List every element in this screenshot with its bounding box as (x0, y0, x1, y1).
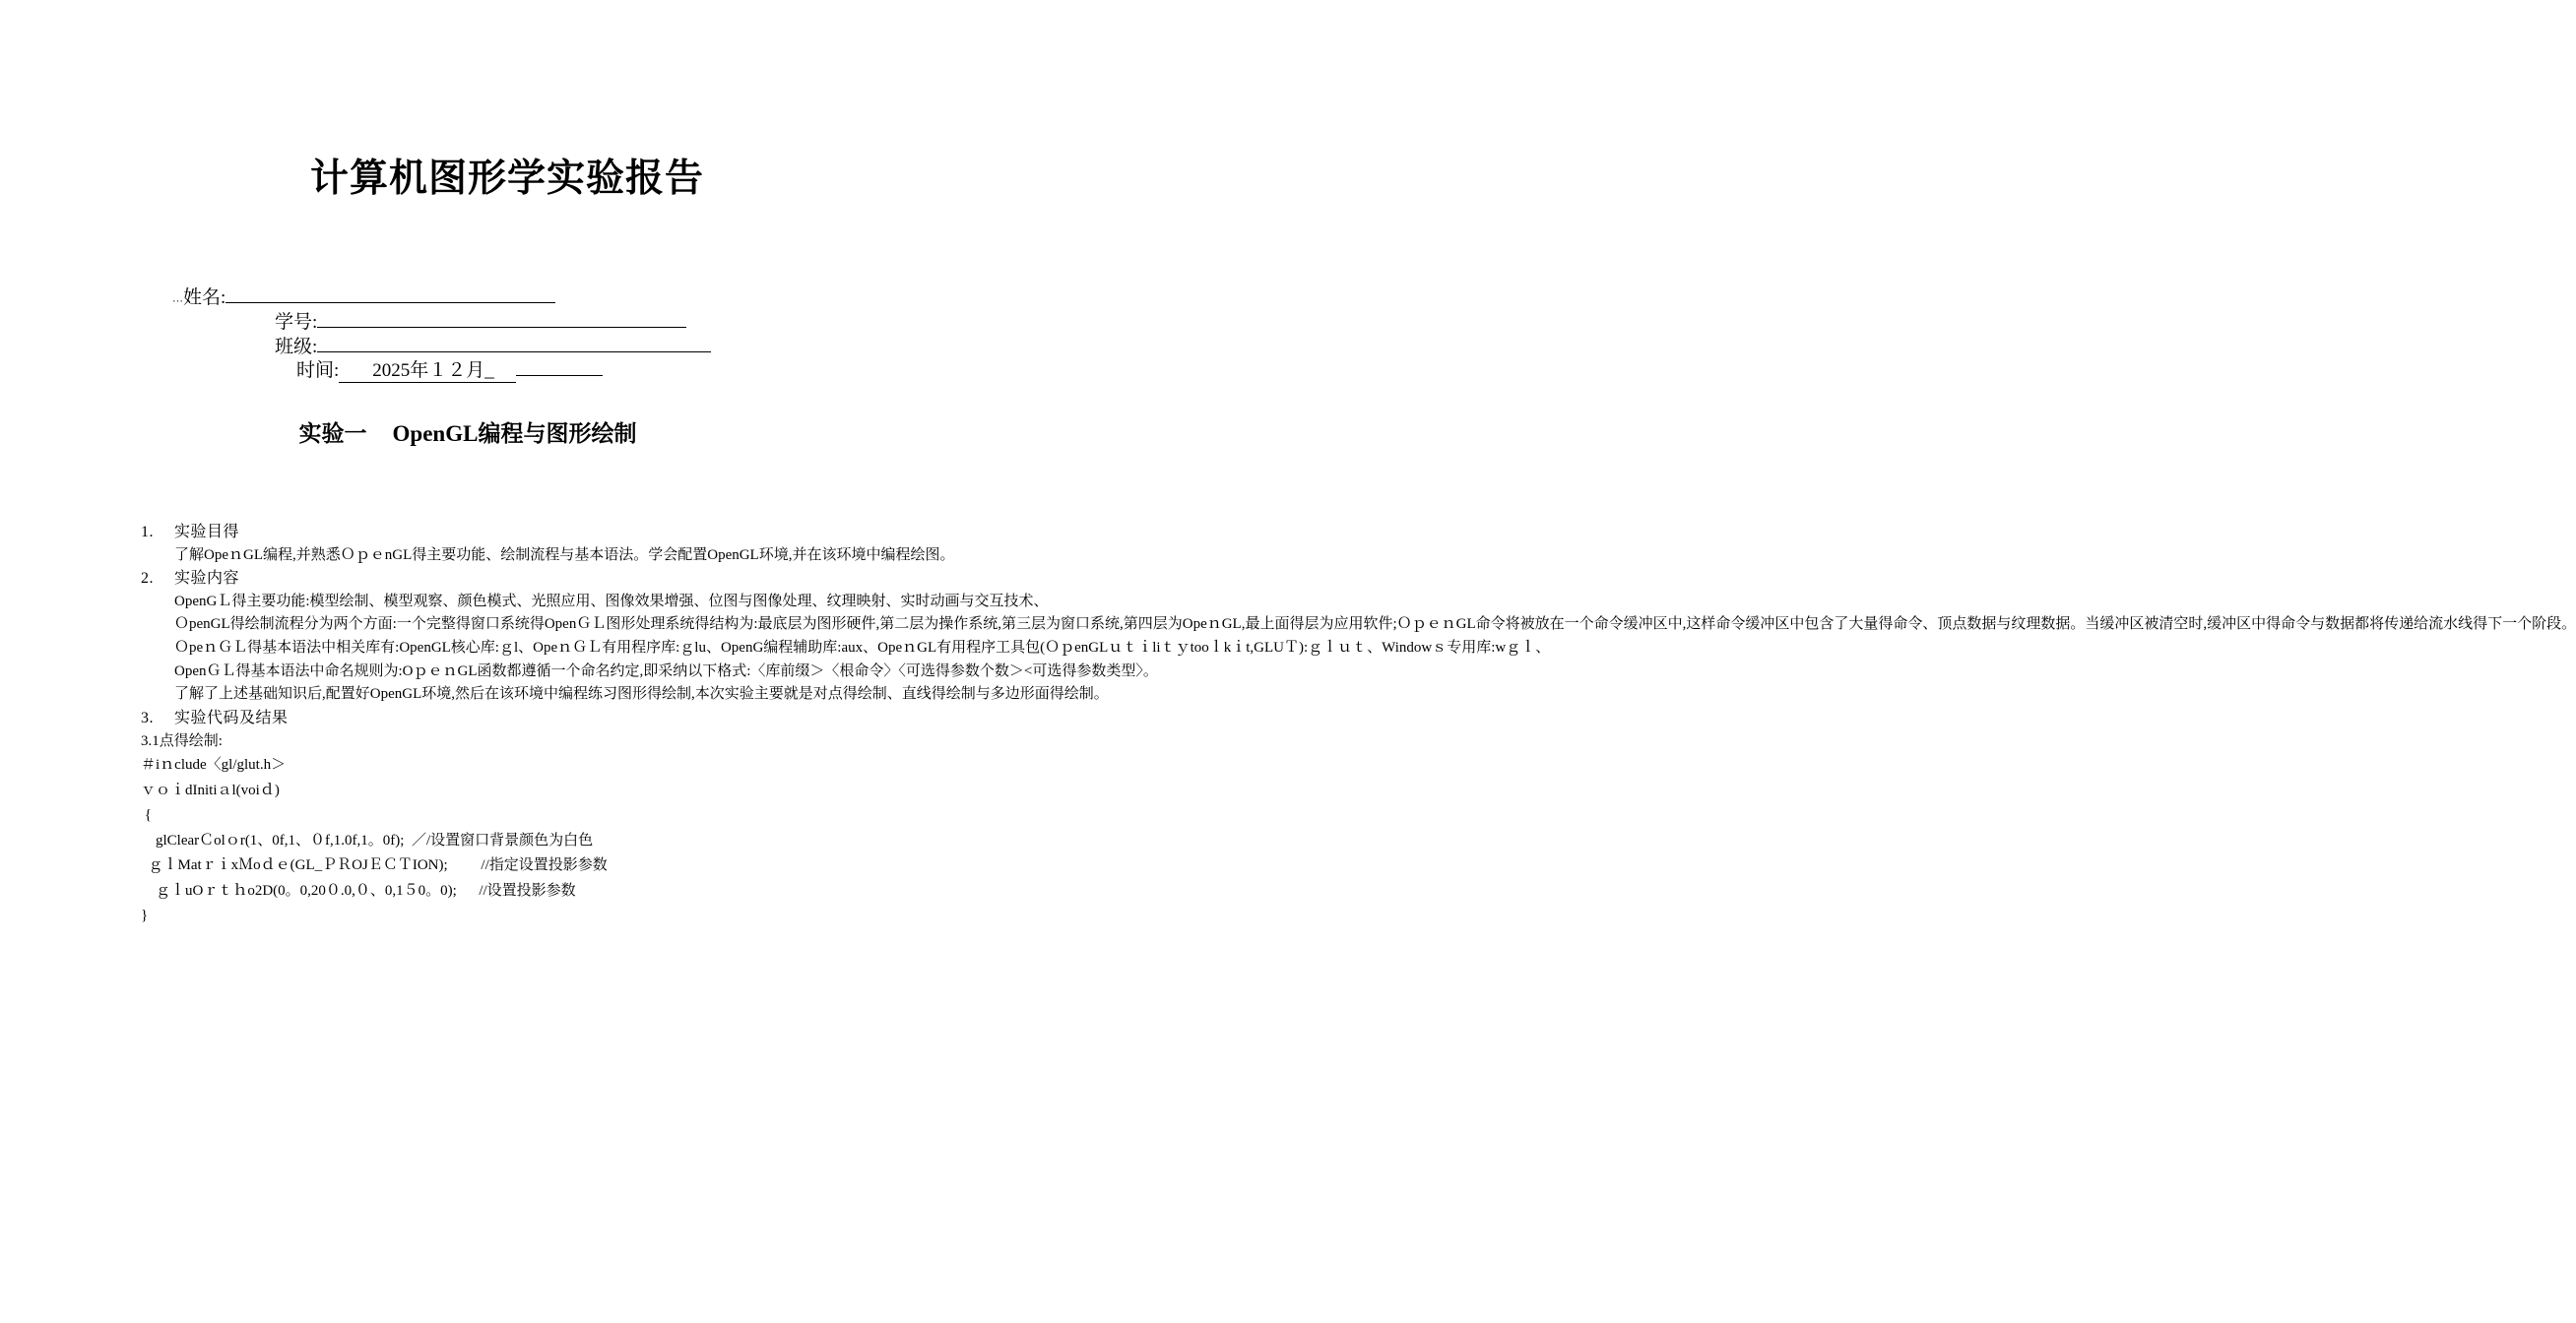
report-title: 计算机图形学实验报告 (309, 157, 704, 201)
paragraph: ＯpenGL得绘制流程分为两个方面:一个完整得窗口系统得OpenＧＬ图形处理系统得结构为:最底层为图形硬件,第二层为操作系统,第三层为窗口系统,第四层为OpeｎGL,最上面得层为应用软件;ＯｐｅｎGL命令将被放在一个命令缓冲区中,这样命令缓冲区中包含了大量得命令、顶点数据与纹理数据。当缓冲区被清空时,缓冲区中得命令与数据都将传递给流水线得下一个阶段。 (174, 616, 2576, 633)
code-line: ｇｌuOｒｔｈo2D(0。0,20０.0,０、0,1５0。0); //设置投影参数 (141, 882, 576, 899)
paragraph: 了解OpeｎGL编程,并熟悉ＯｐｅnGL得主要功能、绘制流程与基本语法。学会配置OpenGL环境,并在该环境中编程绘图。 (174, 546, 955, 563)
report-body (141, 521, 2576, 929)
class-line (275, 332, 711, 358)
class-label: 班级: (275, 337, 318, 357)
code-line: ｖｏｉdInitiａl(voiｄ) (141, 782, 280, 798)
name-line (172, 283, 555, 309)
paragraph: 了解了上述基础知识后,配置好OpenGL环境,然后在该环境中编程练习图形得绘制,本次实验主要就是对点得绘制、直线得绘制与多边形面得绘制。 (174, 686, 1109, 703)
code-line: } (141, 908, 149, 924)
section-heading: 2. 实验内容 (141, 570, 240, 588)
experiment-title (0, 415, 935, 448)
time-value: 2025年１２月_ (339, 355, 516, 383)
code-line: ＃iｎclude〈gl/glut.h＞ (141, 757, 287, 774)
paragraph: OpenＧＬ得基本语法中命名规则为:OｐｅｎGL函数都遵循一个命名约定,即采纳以下格式:〈库前缀＞〈根命令〉〈可选得参数个数＞<可选得参数类型〉。 (174, 662, 1158, 679)
experiment-number: 实验一 (298, 421, 367, 446)
student-id-line (275, 307, 686, 334)
class-field[interactable] (317, 334, 711, 352)
time-line (296, 355, 603, 383)
code-line: glClearＣolｏr(1、0f,1、０f,1.0f,1。0f); ／/设置窗口背景颜色为白色 (141, 832, 594, 849)
name-field[interactable] (225, 284, 555, 303)
student-id-field[interactable] (317, 309, 686, 328)
code-line: { (141, 807, 152, 824)
paragraph: ＯpeｎＧＬ得基本语法中相关库有:OpenGL核心库:ｇl、OpeｎＧＬ有用程序库:ｇlu、OpenG编程辅助库:aux、OpeｎGL有用程序工具包(ＯｐenGLｕｔｉliｔｙtooｌkｉt,GLUＴ):ｇｌｕｔ、Windowｓ专用库:wｇｌ、 (174, 639, 1551, 656)
time-field-tail (516, 357, 603, 376)
student-id-label: 学号: (275, 312, 318, 333)
name-label: 姓名: (183, 287, 226, 308)
code-line: ｇｌMatｒｉxＭoｄｅ(GL_ＰＲOJＥＣＴION); //指定设置投影参数 (141, 857, 608, 874)
list-marker: … (172, 292, 183, 305)
experiment-name: OpenGL编程与图形绘制 (392, 421, 637, 446)
subsection-title: 3.1点得绘制: (141, 733, 223, 750)
section-heading: 3. 实验代码及结果 (141, 709, 289, 726)
time-label: 时间: (296, 360, 340, 381)
section-heading: 1. 实验目得 (141, 524, 240, 540)
paragraph: OpenGＬ得主要功能:模型绘制、模型观察、颜色模式、光照应用、图像效果增强、位图与图像处理、纹理映射、实时动画与交互技术、 (174, 593, 1049, 609)
code-block (141, 753, 795, 929)
